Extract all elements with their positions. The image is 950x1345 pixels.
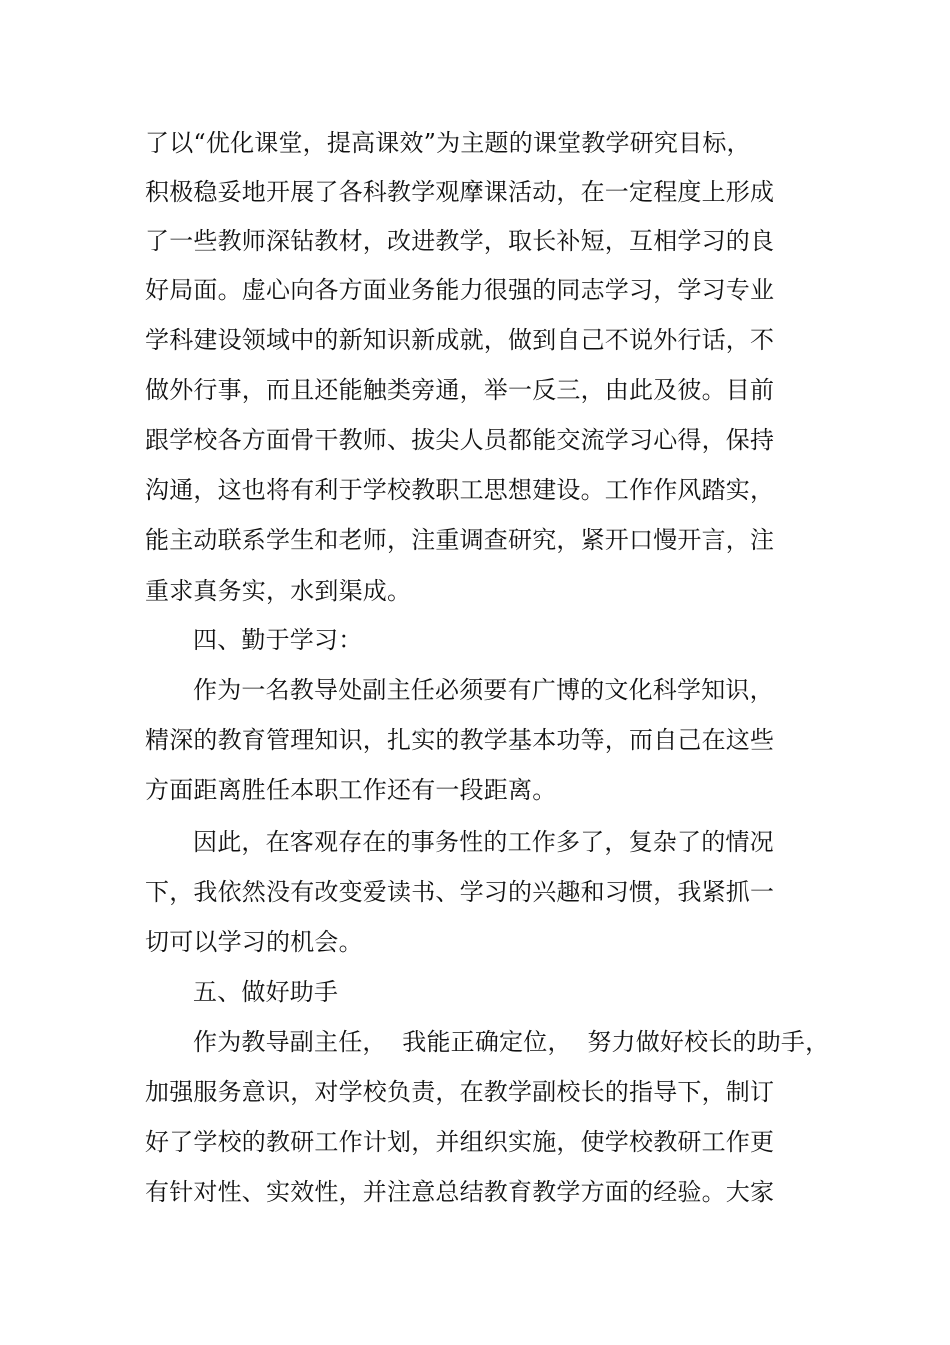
paragraph-line: 积极稳妥地开展了各科教学观摩课活动，在一定程度上形成 <box>145 178 775 206</box>
paragraph-line: 能主动联系学生和老师，注重调查研究，紧开口慢开言，注 <box>145 526 775 554</box>
paragraph-line: 跟学校各方面骨干教师、拔尖人员都能交流学习心得，保持 <box>145 426 775 454</box>
paragraph-line: 沟通，这也将有利于学校教职工思想建设。工作作风踏实， <box>145 476 775 504</box>
paragraph-line: 下，我依然没有改变爱读书、学习的兴趣和习惯，我紧抓一 <box>145 878 775 906</box>
paragraph-line: 有针对性、实效性，并注意总结教育教学方面的经验。大家 <box>145 1178 775 1206</box>
paragraph-line: 作为一名教导处副主任必须要有广博的文化科学知识， <box>193 676 774 704</box>
section-heading: 五、做好助手 <box>193 978 339 1006</box>
paragraph-line: 重求真务实，水到渠成。 <box>145 577 412 605</box>
paragraph-line: 了以“优化课堂，提高课效”为主题的课堂教学研究目标， <box>145 129 751 157</box>
paragraph-line: 学科建设领域中的新知识新成就，做到自己不说外行话，不 <box>145 326 775 354</box>
paragraph-line: 作为教导副主任， 我能正确定位， 努力做好校长的助手， <box>193 1028 830 1056</box>
paragraph-line: 切可以学习的机会。 <box>145 928 363 956</box>
paragraph-line: 因此，在客观存在的事务性的工作多了，复杂了的情况 <box>193 828 774 856</box>
paragraph-line: 做外行事，而且还能触类旁通，举一反三，由此及彼。目前 <box>145 376 775 404</box>
paragraph-line: 好局面。虚心向各方面业务能力很强的同志学习，学习专业 <box>145 276 775 304</box>
paragraph-line: 方面距离胜任本职工作还有一段距离。 <box>145 776 557 804</box>
section-heading: 四、勤于学习： <box>193 626 363 654</box>
paragraph-line: 精深的教育管理知识，扎实的教学基本功等，而自己在这些 <box>145 726 775 754</box>
paragraph-line: 加强服务意识，对学校负责，在教学副校长的指导下，制订 <box>145 1078 775 1106</box>
paragraph-line: 了一些教师深钻教材，改进教学，取长补短，互相学习的良 <box>145 227 775 255</box>
paragraph-line: 好了学校的教研工作计划，并组织实施，使学校教研工作更 <box>145 1128 775 1156</box>
